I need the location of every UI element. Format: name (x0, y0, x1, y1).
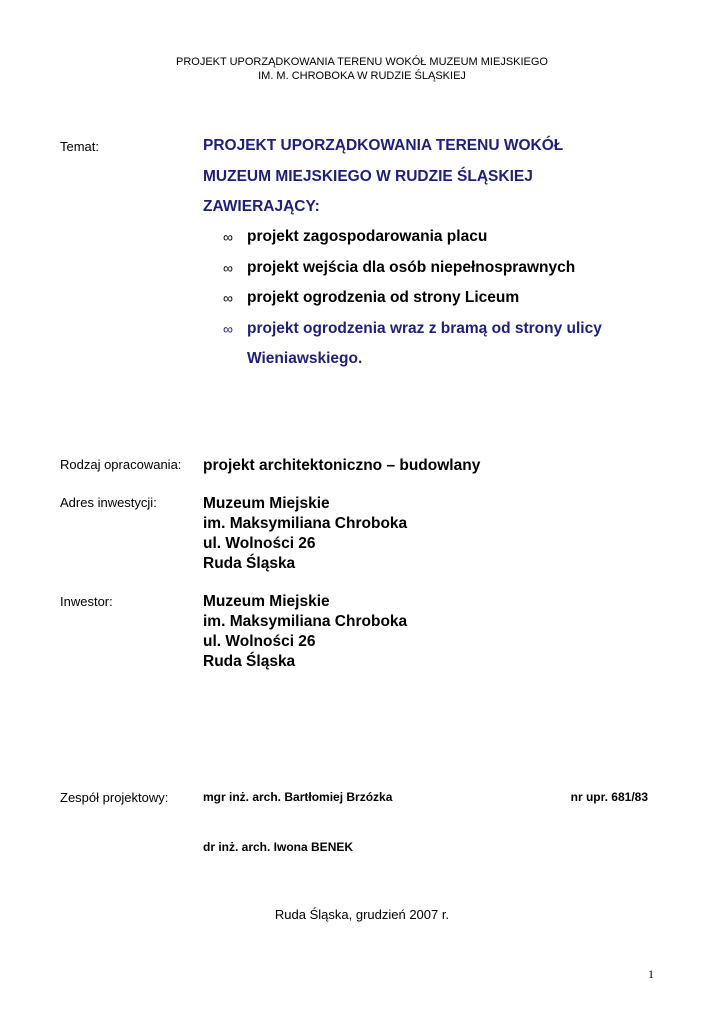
adres-line: ul. Wolności 26 (203, 535, 316, 552)
adres-line: im. Maksymiliana Chroboka (203, 515, 408, 532)
scope-bullet-item (223, 314, 657, 375)
page-header-line-2: IM. M. CHROBOKA W RUDZIE ŚLĄSKIEJ (258, 70, 466, 82)
infinity-bullet-icon: ∞ (223, 290, 233, 306)
page-number: 1 (648, 967, 654, 981)
project-title (203, 131, 683, 223)
scope-bullet-text: projekt ogrodzenia wraz z bramą od strony ulicy Wieniawskiego. (247, 319, 602, 367)
adres-label: Adres inwestycji: (60, 495, 157, 510)
team-member-name: mgr inż. arch. Bartłomiej Brzózka (203, 790, 393, 804)
rodzaj-label: Rodzaj opracowania: (60, 457, 182, 472)
adres-value (203, 494, 407, 574)
scope-bullet-text: projekt zagospodarowania placu (247, 228, 488, 245)
scope-bullet-item (223, 253, 693, 284)
rodzaj-value: projekt architektoniczno – budowlany (203, 457, 481, 474)
infinity-bullet-icon: ∞ (223, 320, 233, 337)
temat-label: Temat: (60, 139, 100, 154)
team-member-name: dr inż. arch. Iwona BENEK (203, 840, 354, 854)
infinity-bullet-icon: ∞ (223, 259, 233, 276)
page-header-line-1: PROJEKT UPORZĄDKOWANIA TERENU WOKÓŁ MUZEUM MIEJSKIEGO (175, 56, 548, 68)
inwestor-line: im. Maksymiliana Chroboka (203, 613, 408, 630)
inwestor-line: Muzeum Miejskie (203, 593, 330, 610)
inwestor-label: Inwestor: (60, 594, 113, 609)
project-title-line: PROJEKT UPORZĄDKOWANIA TERENU WOKÓŁ (203, 137, 564, 154)
project-title-line: MUZEUM MIEJSKIEGO W RUDZIE ŚLĄSKIEJ (203, 167, 533, 185)
zespol-label: Zespół projektowy: (60, 790, 169, 805)
team-member-license: nr upr. 681/83 (570, 790, 648, 804)
project-title-line: ZAWIERAJĄCY: (203, 198, 320, 215)
inwestor-value (203, 592, 407, 672)
scope-bullet-item (223, 283, 693, 314)
scope-bullet-text: projekt ogrodzenia od strony Liceum (247, 289, 520, 306)
scope-bullet-list (223, 222, 693, 375)
place-and-date: Ruda Śląska, grudzień 2007 r. (274, 907, 450, 922)
scope-bullet-text: projekt wejścia dla osób niepełnosprawnych (247, 258, 576, 276)
inwestor-line: Ruda Śląska (203, 653, 296, 670)
infinity-bullet-icon: ∞ (223, 229, 233, 245)
scope-bullet-item (223, 222, 693, 253)
inwestor-line: ul. Wolności 26 (203, 633, 316, 650)
adres-line: Ruda Śląska (203, 555, 296, 572)
adres-line: Muzeum Miejskie (203, 495, 330, 512)
